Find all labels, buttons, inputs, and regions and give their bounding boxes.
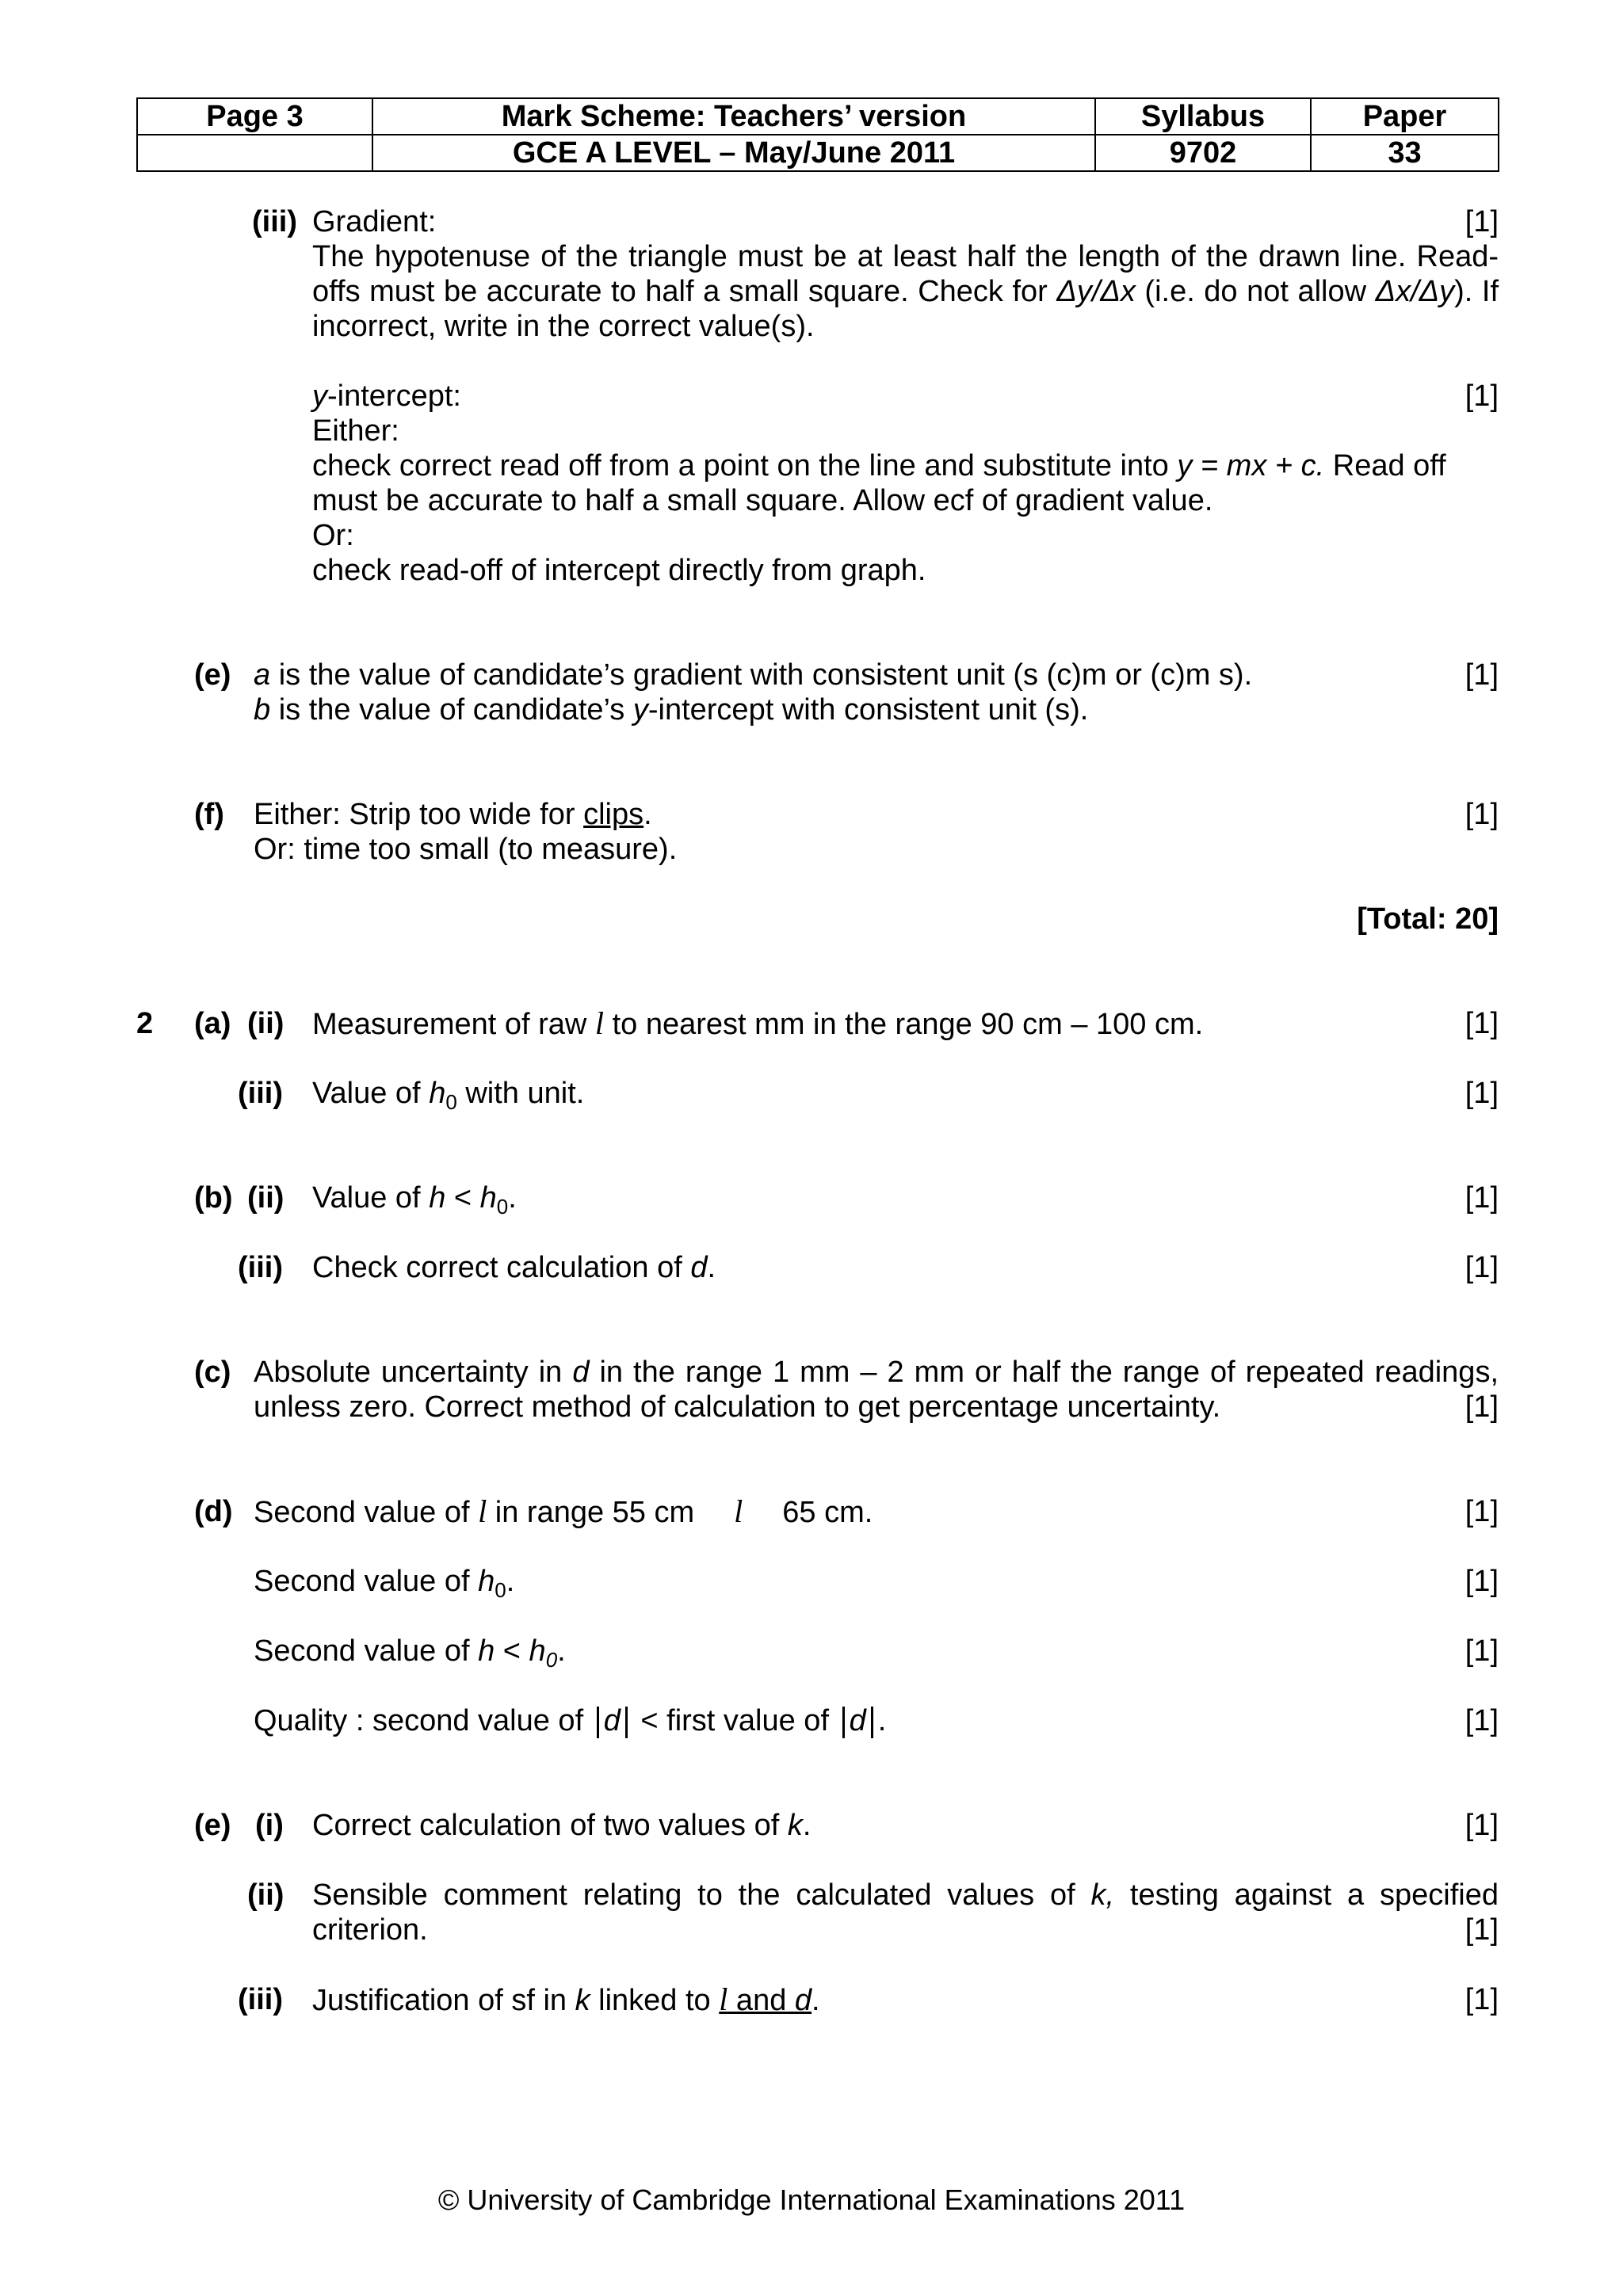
q2-b-iii-mark: [1] (1465, 1251, 1499, 1284)
gradient-heading: Gradient: (312, 205, 437, 238)
q2-e-ii-label: (ii) (247, 1878, 285, 1912)
q2-e-i-text: Correct calculation of two values of k. (312, 1809, 812, 1842)
q1-e-line-1: a is the value of candidate’s gradient with consistent unit (s (c)m or (c)m s). (254, 658, 1253, 692)
q2-d-mark-4: [1] (1465, 1704, 1499, 1737)
paper-label: Paper (1311, 98, 1499, 135)
q2-b-label: (b) (194, 1181, 233, 1215)
q2-c-line-2: unless zero. Correct method of calculation to get percentage uncertainty. (254, 1390, 1221, 1424)
q2-c-mark: [1] (1465, 1390, 1499, 1424)
q1-e-label: (e) (194, 658, 231, 692)
paper-value: 33 (1311, 135, 1499, 171)
q2-c-label: (c) (194, 1356, 231, 1389)
or-label: Or: (312, 519, 354, 552)
q2-a-ii-mark: [1] (1465, 1007, 1499, 1040)
intercept-line-1: check correct read off from a point on the line and substitute into y = mx + c. Read off (312, 449, 1446, 482)
q1-e-mark: [1] (1465, 658, 1499, 692)
q2-b-ii-text: Value of $h < h_0$. (312, 1181, 517, 1219)
gradient-line-2: offs must be accurate to half a small square. Check for Δy/Δx (i.e. do not allow Δx/Δy). If (312, 275, 1499, 308)
q2-a-iii-label: (iii) (238, 1077, 283, 1110)
q2-d-mark-2: [1] (1465, 1565, 1499, 1598)
intercept-mark: [1] (1465, 379, 1499, 413)
syllabus-label: Syllabus (1095, 98, 1311, 135)
header-title: Mark Scheme: Teachers’ version (372, 98, 1095, 135)
q2-a-ii-label: (ii) (247, 1007, 285, 1040)
q1-d-iii-label: (iii) (252, 205, 297, 238)
q2-d-line-2: Second value of $h_0$. (254, 1565, 515, 1602)
q2-e-iii-text: Justification of sf in k linked to l and d. (312, 1981, 820, 2017)
q2-d-line-4: Quality : second value of d < first value of d . (254, 1704, 887, 1737)
q2-d-line-3: Second value of $h < h_0$. (254, 1634, 566, 1672)
q2-d-line-1: Second value of l in range 55 cm l 65 cm. (254, 1493, 873, 1529)
gradient-mark: [1] (1465, 205, 1499, 238)
q1-e-line-2: b is the value of candidate’s y-intercept with consistent unit (s). (254, 693, 1089, 727)
page-number: Page 3 (137, 98, 372, 135)
q2-e-ii-line-2: criterion. (312, 1913, 428, 1947)
intercept-heading: y-intercept: (312, 379, 461, 413)
footer-copyright: © University of Cambridge International Examinations 2011 (437, 2183, 1186, 2216)
intercept-line-2: must be accurate to half a small square. Allow ecf of gradient value. (312, 484, 1213, 517)
header-empty-cell (137, 135, 372, 171)
q2-b-iii-label: (iii) (238, 1251, 283, 1284)
q2-c-line-1: Absolute uncertainty in d in the range 1 mm – 2 mm or half the range of repeated readings, (254, 1356, 1499, 1389)
q2-d-mark-1: [1] (1465, 1495, 1499, 1528)
q2-a-iii-mark: [1] (1465, 1077, 1499, 1110)
gradient-line-1: The hypotenuse of the triangle must be at least half the length of the drawn line. Read- (312, 240, 1499, 273)
q2-number: 2 (136, 1007, 154, 1040)
gradient-line-3: incorrect, write in the correct value(s). (312, 310, 815, 343)
q2-d-label: (d) (194, 1495, 233, 1528)
either-label: Either: (312, 414, 399, 448)
q2-e-iii-label: (iii) (238, 1983, 283, 2016)
q1-f-line-1: Either: Strip too wide for clips. (254, 798, 652, 831)
q1-total: [Total: 20] (1357, 902, 1499, 936)
q1-f-label: (f) (194, 798, 224, 831)
q2-b-ii-label: (ii) (247, 1181, 285, 1215)
q2-a-label: (a) (194, 1007, 231, 1040)
q2-b-ii-mark: [1] (1465, 1181, 1499, 1215)
q2-e-ii-line-1: Sensible comment relating to the calculated values of k, testing against a specified (312, 1878, 1499, 1912)
q2-e-i-label: (i) (255, 1809, 284, 1842)
q1-f-mark: [1] (1465, 798, 1499, 831)
q2-e-i-mark: [1] (1465, 1809, 1499, 1842)
q1-f-line-2: Or: time too small (to measure). (254, 833, 678, 866)
intercept-line-3: check read-off of intercept directly from graph. (312, 554, 926, 587)
header-subtitle: GCE A LEVEL – May/June 2011 (372, 135, 1095, 171)
header-table (136, 97, 1499, 172)
q2-a-ii-text: Measurement of raw l to nearest mm in the range 90 cm – 100 cm. (312, 1005, 1204, 1041)
syllabus-value: 9702 (1095, 135, 1311, 171)
q2-e-label: (e) (194, 1809, 231, 1842)
q2-b-iii-text: Check correct calculation of d. (312, 1251, 716, 1284)
q2-d-mark-3: [1] (1465, 1634, 1499, 1668)
q2-a-iii-text: Value of $h_0$ with unit. (312, 1077, 585, 1114)
q2-e-ii-mark: [1] (1465, 1913, 1499, 1947)
q2-e-iii-mark: [1] (1465, 1983, 1499, 2016)
